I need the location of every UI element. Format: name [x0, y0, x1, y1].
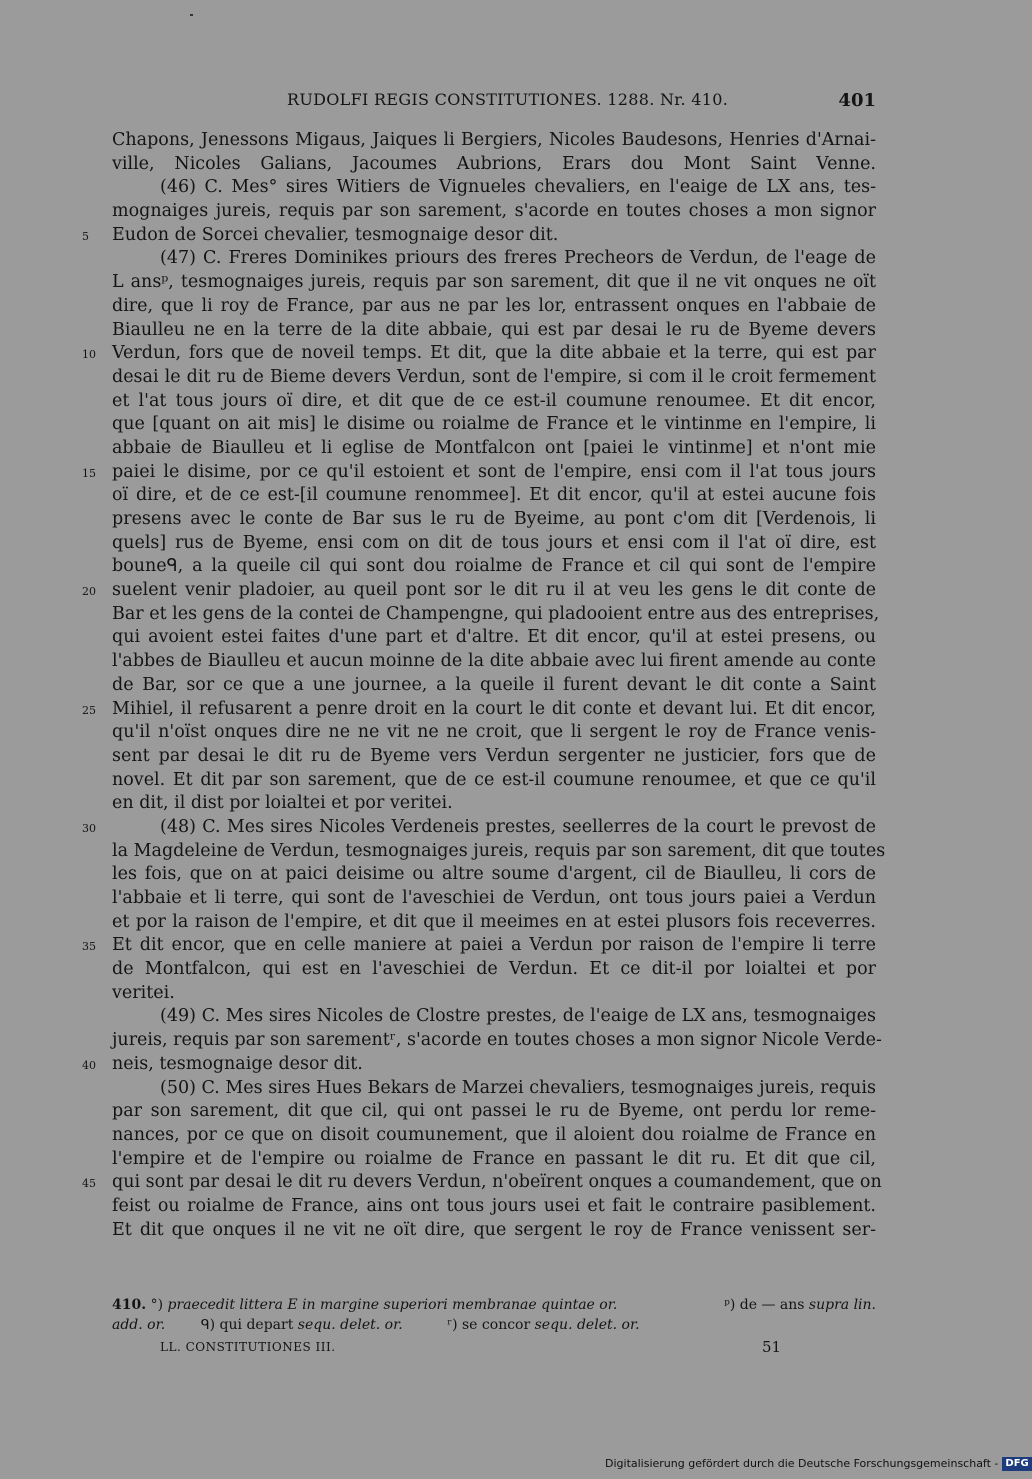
text-line — [112, 982, 876, 1006]
line-text: (46) C. Mes° sires Witiers de Vignueles chevaliers, en l'eaige de LX ans, tes- — [160, 177, 876, 198]
line-text: neis, tesmognaige desor dit. — [112, 1053, 363, 1074]
footnote-number: 410. — [112, 1297, 147, 1313]
line-text: Et dit encor, que en celle maniere at paiei a Verdun por raison de l'empire li terre — [112, 935, 876, 956]
text-line — [112, 1005, 876, 1029]
line-text: de Bar, sor ce que a une journee, a la queile il furent devant le dit conte a Saint — [112, 674, 876, 695]
text-line — [112, 153, 876, 177]
line-text: Et dit que onques il ne vit ne oït dire, que sergent le roy de France venissent ser- — [112, 1219, 876, 1240]
text-line — [112, 769, 876, 793]
line-text: Verdun, fors que de noveil temps. Et dit, que la dite abbaie et la terre, qui est par — [112, 343, 876, 364]
funding-text: Digitalisierung gefördert durch die Deutsche Forschungsgemeinschaft - — [605, 1457, 999, 1470]
footnote-q-text: qui depart — [219, 1317, 294, 1333]
line-text: nances, por ce que on disoit coumunement, que il aloient dou roialme de France en — [112, 1124, 876, 1145]
text-line — [112, 721, 876, 745]
signature-number: 51 — [762, 1338, 782, 1356]
line-text: dire, que li roy de France, par aus ne par les lor, entrassent onques en l'abbaie de — [112, 295, 876, 316]
dfg-logo-icon: DFG — [1002, 1457, 1031, 1471]
footnote-add-or: add. or. — [112, 1317, 166, 1333]
line-text: qui sont par desai le dit ru devers Verdun, n'obeïrent onques a coumandement, que on — [112, 1172, 882, 1193]
footnote-q-note: sequ. delet. or. — [297, 1317, 403, 1333]
line-text: et por la raison de l'empire, et dit que il meeimes en at estei plusors fois receverres. — [112, 911, 876, 932]
text-line — [82, 1171, 882, 1195]
line-text: l'empire et de l'empire ou roialme de France en passant le dit ru. Et dit que cil, — [112, 1148, 876, 1169]
funding-footer — [605, 1455, 1029, 1473]
line-text: ville, Nicoles Galians, Jacoumes Aubrions, Erars dou Mont Saint Venne. — [112, 153, 876, 174]
line-text: Bar et les gens de la contei de Champengne, qui pladooient entre aus des entreprises, — [112, 603, 880, 624]
line-text: Chapons, Jenessons Migaus, Jaiques li Bergiers, Nicoles Baudesons, Henries d'Arnai- — [112, 130, 876, 150]
footnote-o-mark: °) — [150, 1297, 164, 1313]
text-line — [112, 413, 876, 437]
text-line — [112, 603, 880, 627]
text-line — [112, 887, 876, 911]
line-text: Eudon de Sorcei chevalier, tesmognaige desor dit. — [112, 224, 559, 245]
text-line — [112, 176, 876, 200]
footnote-p: ᵖ) de — ans supra lin. — [724, 1297, 876, 1313]
line-number: 45 — [82, 1177, 96, 1191]
line-text: sent par desai le dit ru de Byeme vers Verdun sergenter ne justicier, fors que de — [112, 745, 876, 766]
line-number: 10 — [82, 348, 96, 362]
line-text: feist ou roialme de France, ains ont tous jours usei et fait le contraire pasiblement. — [112, 1195, 876, 1216]
line-text: (47) C. Freres Dominikes priours des freres Precheors de Verdun, de l'eage de — [160, 248, 876, 269]
line-text: la Magdeleine de Verdun, tesmognaiges jureis, requis par son sarement, dit que toutes — [112, 840, 886, 861]
line-text: les fois, que on at paici deisime ou altre soume d'argent, cil de Biaulleu, li cors de — [112, 864, 876, 885]
text-line — [112, 1219, 876, 1243]
text-line — [112, 626, 876, 650]
text-line — [82, 579, 876, 603]
text-line — [112, 484, 876, 508]
text-line — [82, 1053, 876, 1077]
text-line — [112, 555, 876, 579]
line-text: (48) C. Mes sires Nicoles Verdeneis prestes, seellerres de la court le prevost de — [160, 816, 876, 837]
footnote-r-text: se concor — [462, 1317, 531, 1333]
line-text: presens avec le conte de Bar sus le ru de Byeime, au pont c'om dit [Verdenois, li — [112, 509, 876, 529]
line-text: (50) C. Mes sires Hues Bekars de Marzei chevaliers, tesmognaiges jureis, requis — [160, 1077, 876, 1098]
text-line — [112, 200, 876, 224]
text-line — [112, 271, 876, 295]
text-line — [112, 532, 876, 556]
line-text: L ansᵖ, tesmognaiges jureis, requis par son sarement, dit que il ne vit onques ne oït — [112, 272, 876, 293]
footnote-line-1 — [112, 1295, 876, 1315]
text-line — [112, 247, 876, 271]
footnote-q-mark: ᑫ) — [200, 1317, 216, 1333]
text-line — [112, 745, 876, 769]
line-text: que [quant on ait mis] le disime ou roialme de France et le vintinme en l'empire, li — [112, 414, 876, 435]
page-number: 401 — [838, 90, 876, 111]
text-line — [112, 390, 876, 414]
body-text — [82, 129, 886, 1242]
line-text: suelent venir pladoier, au queil pont sor le dit ru il at veu les gens le dit conte de — [112, 580, 876, 601]
footnote-line-2 — [112, 1315, 876, 1335]
footnote-o-text: praecedit littera E in margine superiori membranae quintae or. — [167, 1297, 618, 1313]
line-text: Biaulleu ne en la terre de la dite abbaie, qui est par desai le ru de Byeme devers — [112, 319, 876, 340]
line-text: oï dire, et de ce est-[il coumune renommee]. Et dit encor, qu'il at estei aucune fois — [112, 485, 876, 506]
text-line — [112, 129, 876, 153]
text-line — [112, 319, 876, 343]
text-line — [112, 508, 876, 532]
line-number: 35 — [82, 940, 96, 954]
text-line — [82, 461, 876, 485]
text-line — [112, 366, 876, 390]
text-line — [82, 224, 876, 248]
footnote-r-note: sequ. delet. or. — [534, 1317, 640, 1333]
text-line — [112, 792, 876, 816]
text-line — [112, 863, 876, 887]
line-text: jureis, requis par son sarementʳ, s'acorde en toutes choses a mon signor Nicole Verde- — [112, 1030, 882, 1051]
text-line — [82, 934, 876, 958]
line-text: Mihiel, il refusarent a penre droit en la court le dit conte et devant lui. Et dit encor, — [112, 698, 876, 719]
text-line — [82, 816, 876, 840]
line-text: de Montfalcon, qui est en l'aveschiei de Verdun. Et ce dit-il por loialtei et por — [112, 959, 876, 980]
line-text: mognaiges jureis, requis par son sarement, s'acorde en toutes choses a mon signor — [112, 201, 876, 222]
line-text: et l'at tous jours oï dire, et dit que de ce est-il coumune renoumee. Et dit encor, — [112, 390, 876, 411]
text-line — [112, 650, 876, 674]
text-line — [112, 674, 876, 698]
text-line — [112, 911, 876, 935]
line-text: l'abbes de Biaulleu et aucun moinne de la dite abbaie avec lui firent amende au conte — [112, 651, 876, 672]
line-number: 40 — [82, 1058, 96, 1072]
running-title: RUDOLFI REGIS CONSTITUTIONES. 1288. Nr. 410. — [287, 90, 729, 109]
line-number: 30 — [82, 821, 96, 835]
text-line — [112, 437, 876, 461]
text-line — [112, 1148, 876, 1172]
text-line — [112, 1029, 882, 1053]
line-text: qu'il n'oïst onques dire ne ne vit ne ne croit, que li sergent le roy de France venis- — [112, 722, 876, 743]
line-text: abbaie de Biaulleu et li eglise de Montfalcon ont [paiei le vintinme] et n'ont mie — [112, 437, 876, 458]
line-text: paiei le disime, por ce qu'il estoient et sont de l'empire, ensi com il l'at tous jours — [112, 461, 876, 482]
line-text: veritei. — [112, 982, 175, 1003]
text-line — [112, 1195, 876, 1219]
line-text: quels] rus de Byeme, ensi com on dit de tous jours et ensi com il l'at oï dire, est — [112, 532, 876, 553]
text-line — [112, 1077, 876, 1101]
text-line — [82, 698, 876, 722]
page-header — [112, 90, 876, 116]
line-text: qui avoient estei faites d'une part et d'altre. Et dit encor, qu'il at estei presens, ou — [112, 627, 876, 648]
line-text: par son sarement, dit que cil, qui ont passei le ru de Byeme, ont perdu lor reme- — [112, 1101, 876, 1122]
text-line — [112, 958, 876, 982]
line-text: en dit, il dist por loialtei et por veritei. — [112, 793, 453, 814]
line-text: novel. Et dit par son sarement, que de ce est-il coumune renoumee, et que ce qu'il — [112, 769, 876, 790]
text-line — [112, 295, 876, 319]
text-line — [112, 1124, 876, 1148]
line-number: 15 — [82, 466, 96, 480]
line-text: (49) C. Mes sires Nicoles de Clostre prestes, de l'eaige de LX ans, tesmognaiges — [160, 1006, 876, 1027]
text-line — [112, 840, 886, 864]
line-number: 20 — [82, 585, 96, 599]
text-line — [112, 1100, 876, 1124]
signature-label: LL. CONSTITUTIONES III. — [160, 1340, 336, 1354]
line-text: l'abbaie et li terre, qui sont de l'aveschiei de Verdun, ont tous jours paiei a Verdun — [112, 888, 876, 908]
line-number: 5 — [82, 229, 89, 243]
line-number: 25 — [82, 703, 96, 717]
footnote-r-mark: ʳ) — [447, 1317, 458, 1333]
text-line — [82, 342, 876, 366]
line-text: bouneᑫ, a la queile cil qui sont dou roialme de France et cil qui sont de l'empire — [112, 556, 876, 577]
line-text: desai le dit ru de Bieme devers Verdun, sont de l'empire, si com il le croit fermement — [112, 366, 876, 387]
speck-mark — [190, 14, 193, 16]
